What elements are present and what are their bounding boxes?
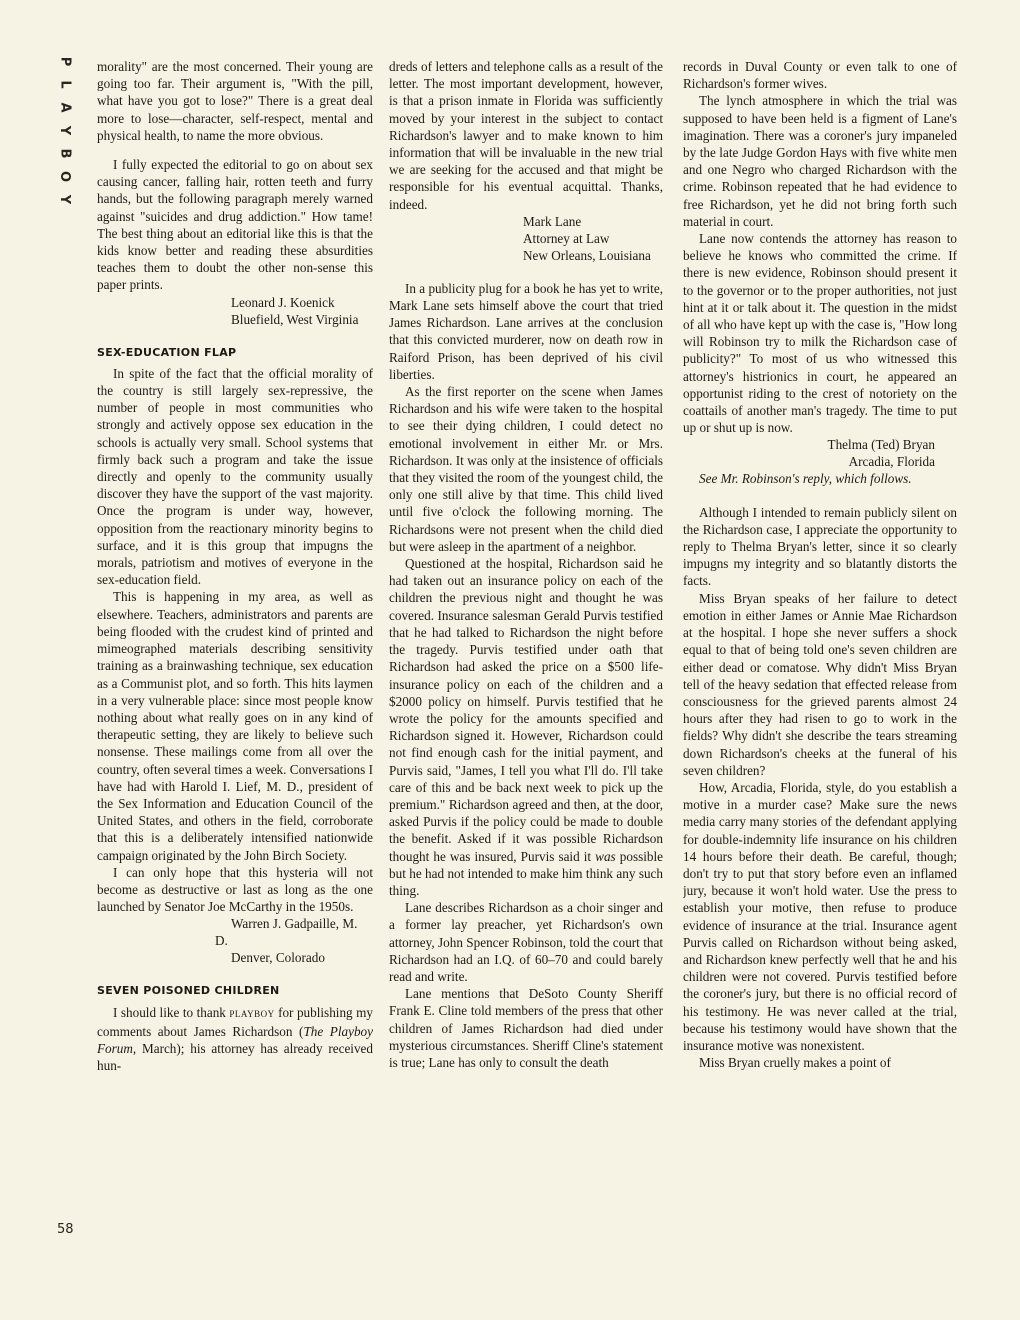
- signature-location: New Orleans, Louisiana: [523, 247, 651, 263]
- signature-location: Denver, Colorado: [231, 950, 325, 966]
- running-head-letter: A: [57, 102, 73, 113]
- running-head-letter: P: [57, 56, 73, 67]
- column-3: [683, 58, 957, 1071]
- signature-title: Attorney at Law: [523, 230, 610, 246]
- emphasis: was: [595, 848, 616, 864]
- paragraph: Lane mentions that DeSoto County Sheriff Frank E. Cline told members of the press that other children of James Richardson had died under mysterious circumstances. Sheriff Cline's statement is true; Lane has only to consult the death: [389, 986, 663, 1070]
- running-head-letter: O: [57, 170, 73, 183]
- signature-location: Bluefield, West Virginia: [231, 311, 359, 327]
- running-head-magazine-name: [54, 50, 76, 211]
- running-head-letter: B: [57, 148, 73, 159]
- publication-title: The Playboy Forum: [97, 1023, 373, 1056]
- signature-location: Arcadia, Florida: [848, 454, 935, 470]
- text-run: I should like to thank: [113, 1004, 230, 1020]
- paragraph: Although I intended to remain publicly silent on the Richardson case, I appreciate the opportunity to reply to Thelma Bryan's letter, since it so clearly impugns my integrity and so blatantly distorts the facts.: [683, 504, 957, 589]
- paragraph: [97, 1004, 373, 1075]
- paragraph: In a publicity plug for a book he has yet to write, Mark Lane sets himself above the court that tried James Richardson. Lane arrives at the conclusion that this convicted murderer, now on death row in Raiford Prison, has been deprived of his civil liberties.: [389, 280, 663, 382]
- signature-name: Warren J. Gadpaille, M. D.: [215, 916, 358, 949]
- paragraph: I can only hope that this hysteria will not become as destructive or last as long as the one launched by Senator Joe McCarthy in the 1950s.: [97, 864, 373, 915]
- paragraph: [389, 555, 663, 899]
- paragraph: records in Duval County or even talk to one of Richardson's former wives.: [683, 59, 957, 92]
- running-head-letter: Y: [57, 194, 73, 205]
- magazine-name-smallcaps: PLAYBOY: [229, 1008, 275, 1019]
- running-head-letter: Y: [57, 125, 73, 136]
- signature-name: Thelma (Ted) Bryan: [827, 437, 935, 453]
- text-run: Questioned at the hospital, Richardson said he had taken out an insurance policy on each of the children the previous night and thought he was covered. Insurance salesman Gerald Purvis testified that he had talked to Richardson the night before the tragedy. Purvis testified under oath that Richardson had asked the price on a $500 life-insurance policy on each of the children and a $2000 policy on himself. Purvis testified that he wrote the policy for the amounts specified and Richardson signed it. However, Richardson could not find enough cash for the initial payment, and Purvis said, "James, I tell you what I'll do. I'll take care of this and be back next week to pick up the premium." Richardson agreed and then, at the door, asked Purvis if the policy could be made to double the benefit. Asked if it was possible Richardson thought he was insured, Purvis said it: [389, 556, 663, 864]
- paragraph: In spite of the fact that the official morality of the country is still largely sex-repressive, the number of people in most communities who strongly and actively oppose sex education in the schools is actually very small. School systems that firmly back such a program and take the issue directly and openly to the community usually discover they have the support of the vast majority. Once the program is under way, however, opposition from the reactionary minority begins to surface, and it is this group that impugns the morals, patriotism and motives of everyone in the sex-education field.: [97, 365, 373, 588]
- paragraph: dreds of letters and telephone calls as a result of the letter. The most important development, however, is that a prison inmate in Florida was sufficiently moved by your interest in the subject to contact Richardson's lawyer and to make known to him information that will be invaluable in the new trial we are seeking for the accused and that might be responsible for his eventual acquittal. Thanks, indeed.: [389, 59, 663, 212]
- section-heading: SEVEN POISONED CHILDREN: [97, 984, 280, 998]
- text-run: possible but he had not intended to make him think any such thing.: [389, 848, 663, 898]
- signature-name: Mark Lane: [523, 213, 582, 229]
- paragraph: This is happening in my area, as well as elsewhere. Teachers, administrators and parents are being flooded with the crudest kind of printed and mimeographed materials describing sensitivity training as a brainwashing technique, sex education as a Communist plot, and so forth. This hits laymen in a very vulnerable place: since most people know nothing about what really goes on in any kind of therapeutic setting, they are likely to believe such nonsense. These mailings come from all over the country, often several times a week. Conversations I have had with Harold I. Lief, M. D., president of the Sex Information and Education Council of the United States, and others in the field, corroborate that this is a deliberately intensified nationwide campaign originated by the John Birch Society.: [97, 589, 373, 863]
- text-run: for publishing my comments about James Richardson (: [97, 1004, 373, 1039]
- paragraph: I fully expected the editorial to go on about sex causing cancer, falling hair, rotten teeth and furry hands, but the following paragraph merely warned against "suicides and drug addiction." How tame! The best thing about an editorial like this is that the kids know better and reading these absurdities teaches them to doubt the other non-sense this paper prints.: [97, 157, 373, 293]
- paragraph: Lane describes Richardson as a choir singer and a former lay preacher, yet Richardson's own attorney, John Spencer Robinson, told the court that Richardson had an I.Q. of 60–70 and could barely read and write.: [389, 900, 663, 984]
- page-number: 58: [57, 1222, 74, 1237]
- paragraph: Lane now contends the attorney has reason to believe he knows who committed the crime. If there is new evidence, Robinson should present it to the governor or to the proper authorities, not just hint at it or talk about it. The question in the midst of all who have kept up with the case is, "How long will Robinson try to milk the Richardson case of publicity?" To most of us who witnessed this attorney's histrionics in court, he appeared an opportunist riding to the crest of notoriety on the coattails of another man's tragedy. The time to put up or shut up is now.: [683, 231, 957, 436]
- column-2: [389, 58, 663, 1071]
- paragraph: As the first reporter on the scene when James Richardson and his wife were taken to the hospital to see their dying children, I could detect no emotional involvement in either Mr. or Mrs. Richardson. It was only at the insistence of officials that they visited the room of the youngest child, the only one still alive by that time. This child lived until five o'clock the following morning. The Richardsons were not present when the child died but were asleep in the apartment of a neighbor.: [389, 384, 663, 554]
- paragraph: How, Arcadia, Florida, style, do you establish a motive in a murder case? Make sure the news media carry many stories of the defendant applying for double-indemnity life insurance on his children 14 hours before their death. Be careful, though; don't try to put that story before even an inflamed jury, because it won't hold water. Use the press to establish your motive, then refuse to produce evidence of insurance at the trial. Insurance agent Purvis called on Richardson without being asked, and Richardson knew perfectly well that he and his children were not covered. Purvis testified before the coroner's jury, but there is no official record of his testimony. He was never called at the trial, because his testimony would have shown that the insurance motive was nonexistent.: [683, 779, 957, 1053]
- running-head-letter: L: [57, 80, 73, 89]
- paragraph: The lynch atmosphere in which the trial was supposed to have been held is a figment of Lane's imagination. There was a coroner's jury impaneled by the late Judge Gordon Hays with five white men and one Negro who charged Richardson with the crime. Robinson repeated that he had evidence to free Richardson, yet he did not bring forth such material in court.: [683, 93, 957, 229]
- column-1: [97, 58, 373, 1074]
- editor-note: See Mr. Robinson's reply, which follows.: [699, 471, 912, 487]
- paragraph: Miss Bryan speaks of her failure to detect emotion in either James or Annie Mae Richardson at the hospital. I hope she never suffers a shock equal to that of being told one's seven children are either dead or comatose. Why didn't Miss Bryan tell of the heavy sedation that effected release from consciousness for the grieved parents almost 24 hours after they had risen to go to work in the fields? Why didn't she describe the tears streaming down Richardson's cheeks at the funeral of his seven children?: [683, 590, 957, 778]
- text-run: , March); his attorney has already received hun-: [97, 1040, 373, 1074]
- paragraph: Miss Bryan cruelly makes a point of: [699, 1055, 891, 1071]
- section-heading: SEX-EDUCATION FLAP: [97, 345, 237, 359]
- paragraph: morality" are the most concerned. Their young are going too far. Their argument is, "With the pill, what have you got to lose?" There is a great deal more to lose—character, self-respect, mental and physical health, to name the more obvious.: [97, 59, 373, 143]
- signature-name: Leonard J. Koenick: [231, 294, 335, 310]
